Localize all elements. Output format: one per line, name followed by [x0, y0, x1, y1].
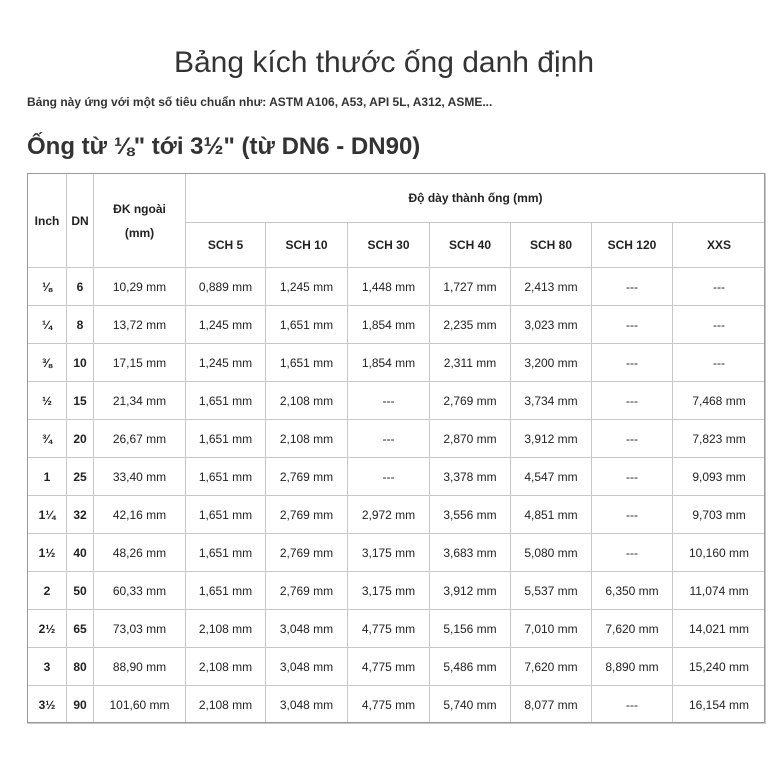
cell-sch5: 2,108 mm: [186, 686, 266, 724]
cell-sch80: 3,200 mm: [511, 344, 592, 382]
cell-inch: 2½: [28, 610, 67, 648]
cell-sch120: 8,890 mm: [592, 648, 673, 686]
cell-sch30: 3,175 mm: [348, 534, 430, 572]
header-schedule: SCH 40: [430, 223, 511, 268]
header-schedule: SCH 10: [266, 223, 348, 268]
cell-sch40: 5,156 mm: [430, 610, 511, 648]
cell-xxs: 15,240 mm: [673, 648, 766, 686]
cell-sch80: 8,077 mm: [511, 686, 592, 724]
table-row: [28, 458, 766, 496]
header-dn: DN: [67, 174, 94, 268]
cell-sch5: 1,651 mm: [186, 572, 266, 610]
cell-sch120: ---: [592, 382, 673, 420]
cell-sch30: ---: [348, 458, 430, 496]
pipe-size-table: [27, 173, 766, 724]
cell-sch120: ---: [592, 686, 673, 724]
cell-sch30: 1,448 mm: [348, 268, 430, 306]
cell-inch: ¾: [28, 420, 67, 458]
cell-xxs: 9,093 mm: [673, 458, 766, 496]
cell-dn: 25: [67, 458, 94, 496]
cell-sch10: 3,048 mm: [266, 686, 348, 724]
cell-sch40: 2,235 mm: [430, 306, 511, 344]
cell-sch30: 3,175 mm: [348, 572, 430, 610]
cell-sch120: 6,350 mm: [592, 572, 673, 610]
table-row: [28, 648, 766, 686]
cell-inch: 1¼: [28, 496, 67, 534]
cell-outer-diameter: 13,72 mm: [94, 306, 186, 344]
cell-sch120: ---: [592, 496, 673, 534]
cell-sch5: 1,651 mm: [186, 534, 266, 572]
cell-sch80: 5,080 mm: [511, 534, 592, 572]
cell-sch80: 7,010 mm: [511, 610, 592, 648]
cell-sch5: 1,651 mm: [186, 496, 266, 534]
cell-inch: 3½: [28, 686, 67, 724]
cell-sch120: 7,620 mm: [592, 610, 673, 648]
cell-xxs: 14,021 mm: [673, 610, 766, 648]
cell-sch40: 3,378 mm: [430, 458, 511, 496]
cell-sch30: 4,775 mm: [348, 610, 430, 648]
cell-sch120: ---: [592, 268, 673, 306]
cell-outer-diameter: 73,03 mm: [94, 610, 186, 648]
cell-inch: ½: [28, 382, 67, 420]
cell-sch5: 1,245 mm: [186, 306, 266, 344]
header-outer-diameter: [94, 174, 186, 268]
cell-sch10: 2,769 mm: [266, 534, 348, 572]
cell-xxs: ---: [673, 268, 766, 306]
cell-inch: ⅛: [28, 268, 67, 306]
cell-xxs: 11,074 mm: [673, 572, 766, 610]
cell-sch10: 1,245 mm: [266, 268, 348, 306]
cell-sch120: ---: [592, 458, 673, 496]
cell-sch120: ---: [592, 534, 673, 572]
cell-sch30: 1,854 mm: [348, 306, 430, 344]
cell-sch10: 3,048 mm: [266, 648, 348, 686]
cell-dn: 80: [67, 648, 94, 686]
cell-sch30: ---: [348, 382, 430, 420]
cell-outer-diameter: 48,26 mm: [94, 534, 186, 572]
table-row: [28, 344, 766, 382]
cell-dn: 8: [67, 306, 94, 344]
cell-sch10: 1,651 mm: [266, 344, 348, 382]
table-row: [28, 572, 766, 610]
cell-sch80: 3,023 mm: [511, 306, 592, 344]
cell-dn: 90: [67, 686, 94, 724]
cell-sch30: ---: [348, 420, 430, 458]
cell-dn: 40: [67, 534, 94, 572]
cell-sch40: 5,740 mm: [430, 686, 511, 724]
cell-outer-diameter: 21,34 mm: [94, 382, 186, 420]
cell-sch40: 2,870 mm: [430, 420, 511, 458]
cell-sch10: 3,048 mm: [266, 610, 348, 648]
cell-sch5: 1,651 mm: [186, 382, 266, 420]
cell-sch10: 2,769 mm: [266, 496, 348, 534]
cell-dn: 50: [67, 572, 94, 610]
table-row: [28, 382, 766, 420]
cell-sch80: 3,734 mm: [511, 382, 592, 420]
table-row: [28, 686, 766, 724]
cell-sch120: ---: [592, 420, 673, 458]
cell-dn: 10: [67, 344, 94, 382]
cell-xxs: 7,468 mm: [673, 382, 766, 420]
cell-inch: 3: [28, 648, 67, 686]
cell-sch40: 3,683 mm: [430, 534, 511, 572]
cell-inch: 2: [28, 572, 67, 610]
table-row: [28, 268, 766, 306]
cell-dn: 6: [67, 268, 94, 306]
cell-sch30: 4,775 mm: [348, 686, 430, 724]
cell-sch5: 1,651 mm: [186, 458, 266, 496]
cell-sch120: ---: [592, 306, 673, 344]
header-schedule: SCH 30: [348, 223, 430, 268]
cell-outer-diameter: 88,90 mm: [94, 648, 186, 686]
table-row: [28, 306, 766, 344]
cell-sch30: 2,972 mm: [348, 496, 430, 534]
cell-sch5: 0,889 mm: [186, 268, 266, 306]
cell-sch40: 2,769 mm: [430, 382, 511, 420]
cell-dn: 15: [67, 382, 94, 420]
cell-xxs: 9,703 mm: [673, 496, 766, 534]
table-row: [28, 420, 766, 458]
cell-sch5: 1,651 mm: [186, 420, 266, 458]
cell-sch5: 1,245 mm: [186, 344, 266, 382]
header-schedule: SCH 5: [186, 223, 266, 268]
cell-outer-diameter: 26,67 mm: [94, 420, 186, 458]
cell-sch80: 7,620 mm: [511, 648, 592, 686]
cell-sch80: 3,912 mm: [511, 420, 592, 458]
cell-sch40: 5,486 mm: [430, 648, 511, 686]
page-title: Bảng kích thước ống danh định: [173, 46, 595, 79]
section-title: Ống từ ⅛" tới 3½" (từ DN6 - DN90): [27, 133, 421, 160]
cell-xxs: ---: [673, 344, 766, 382]
cell-dn: 32: [67, 496, 94, 534]
cell-sch30: 4,775 mm: [348, 648, 430, 686]
cell-sch10: 1,651 mm: [266, 306, 348, 344]
header-od-line1: ĐK ngoài: [113, 201, 166, 216]
cell-sch80: 4,851 mm: [511, 496, 592, 534]
cell-inch: ⅜: [28, 344, 67, 382]
cell-sch5: 2,108 mm: [186, 648, 266, 686]
cell-inch: 1½: [28, 534, 67, 572]
header-od-line2: (mm): [124, 225, 155, 240]
cell-dn: 20: [67, 420, 94, 458]
cell-outer-diameter: 10,29 mm: [94, 268, 186, 306]
cell-inch: ¼: [28, 306, 67, 344]
cell-sch10: 2,769 mm: [266, 572, 348, 610]
cell-sch30: 1,854 mm: [348, 344, 430, 382]
cell-inch: 1: [28, 458, 67, 496]
cell-outer-diameter: 101,60 mm: [94, 686, 186, 724]
cell-outer-diameter: 42,16 mm: [94, 496, 186, 534]
cell-xxs: ---: [673, 306, 766, 344]
cell-sch40: 1,727 mm: [430, 268, 511, 306]
cell-outer-diameter: 33,40 mm: [94, 458, 186, 496]
cell-outer-diameter: 17,15 mm: [94, 344, 186, 382]
header-schedule: SCH 80: [511, 223, 592, 268]
cell-sch40: 2,311 mm: [430, 344, 511, 382]
cell-xxs: 16,154 mm: [673, 686, 766, 724]
table-row: [28, 534, 766, 572]
header-schedule: XXS: [673, 223, 766, 268]
cell-dn: 65: [67, 610, 94, 648]
header-schedule: SCH 120: [592, 223, 673, 268]
cell-sch10: 2,108 mm: [266, 420, 348, 458]
cell-xxs: 7,823 mm: [673, 420, 766, 458]
cell-sch40: 3,912 mm: [430, 572, 511, 610]
header-inch: Inch: [28, 174, 67, 268]
cell-sch80: 4,547 mm: [511, 458, 592, 496]
cell-xxs: 10,160 mm: [673, 534, 766, 572]
cell-sch80: 2,413 mm: [511, 268, 592, 306]
cell-sch80: 5,537 mm: [511, 572, 592, 610]
cell-sch40: 3,556 mm: [430, 496, 511, 534]
table-row: [28, 610, 766, 648]
table-row: [28, 496, 766, 534]
cell-sch10: 2,769 mm: [266, 458, 348, 496]
cell-sch10: 2,108 mm: [266, 382, 348, 420]
cell-outer-diameter: 60,33 mm: [94, 572, 186, 610]
header-wall-thickness: Độ dày thành ống (mm): [186, 174, 766, 223]
cell-sch120: ---: [592, 344, 673, 382]
cell-sch5: 2,108 mm: [186, 610, 266, 648]
page-subtitle: Bảng này ứng với một số tiêu chuẩn như: ASTM A106, A53, API 5L, A312, ASME...: [27, 95, 493, 109]
